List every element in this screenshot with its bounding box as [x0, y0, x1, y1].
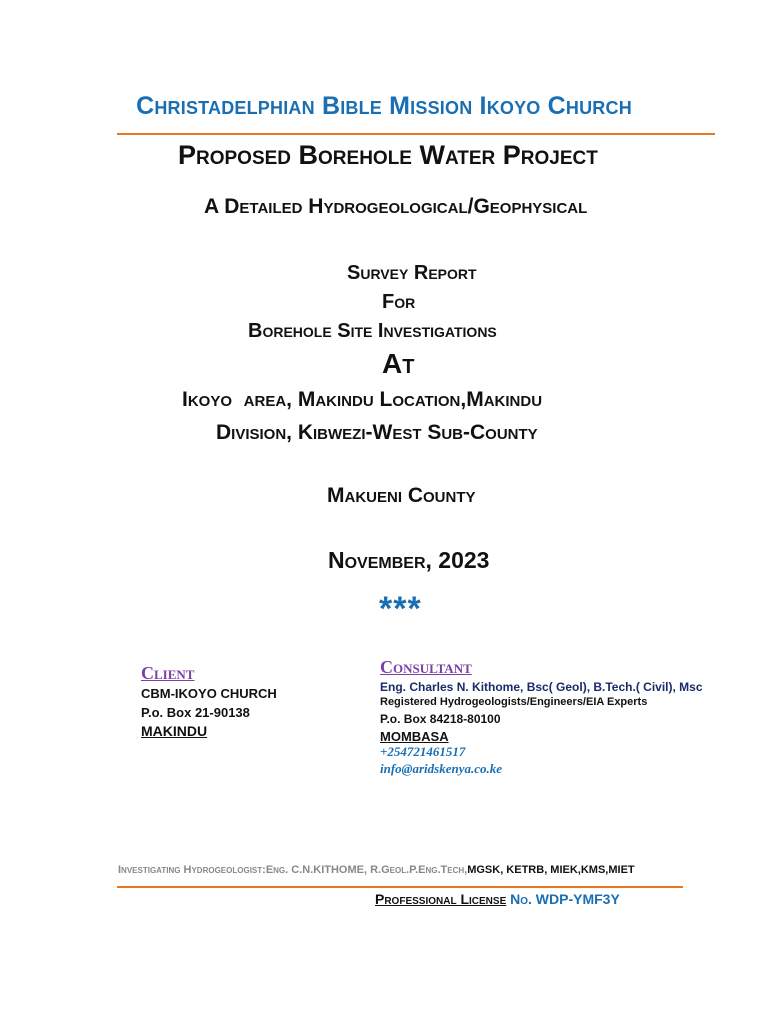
- consultant-role: Registered Hydrogeologists/Engineers/EIA Experts: [380, 696, 648, 708]
- investigator-credentials: MGSK, KETRB, MIEK,KMS,MIET: [467, 864, 635, 876]
- location-line-2: Division, Kibwezi-West Sub-County: [216, 421, 538, 444]
- client-name: CBM-IKOYO CHURCH: [141, 686, 277, 701]
- consultant-phone: +254721461517: [380, 744, 466, 759]
- investigator-credentials-grey: R.Geol.P.Eng.Tech,: [370, 864, 468, 876]
- project-title: Proposed Borehole Water Project: [178, 140, 598, 170]
- top-divider: [117, 133, 715, 135]
- consultant-email[interactable]: info@aridskenya.co.ke: [380, 761, 503, 776]
- investigator-label: Investigating Hydrogeologist:: [118, 864, 266, 876]
- license-number: No. WDP-YMF3Y: [506, 891, 620, 907]
- license-line: [375, 891, 620, 907]
- consultant-town: MOMBASA: [380, 729, 449, 744]
- investigator-line: [118, 864, 635, 876]
- consultant-box: P.o. Box 84218-80100: [380, 712, 501, 726]
- report-date: November, 2023: [328, 547, 490, 573]
- investigations-line: Borehole Site Investigations: [248, 320, 497, 342]
- client-heading: Client: [141, 663, 195, 683]
- client-box: P.o. Box 21-90138: [141, 705, 250, 720]
- for-line: For: [382, 291, 416, 313]
- consultant-heading: Consultant: [380, 657, 472, 677]
- client-town: MAKINDU: [141, 723, 208, 739]
- survey-report-line: Survey Report: [347, 262, 477, 284]
- consultant-name: Eng. Charles N. Kithome, Bsc( Geol), B.Tech.( Civil), Msc: [380, 680, 703, 694]
- asterisk-separator: ***: [379, 590, 422, 628]
- organization-title: Christadelphian Bible Mission Ikoyo Church: [136, 92, 632, 120]
- bottom-divider: [117, 886, 683, 888]
- investigator-name: Eng. C.N.KITHOME,: [265, 864, 371, 876]
- at-line: At: [382, 348, 415, 379]
- report-subtitle: A Detailed Hydrogeological/Geophysical: [204, 195, 588, 218]
- license-label: Professional License: [375, 891, 507, 907]
- county-line: Makueni County: [327, 484, 476, 507]
- location-line-1: Ikoyo area, Makindu Location,Makindu: [182, 388, 543, 411]
